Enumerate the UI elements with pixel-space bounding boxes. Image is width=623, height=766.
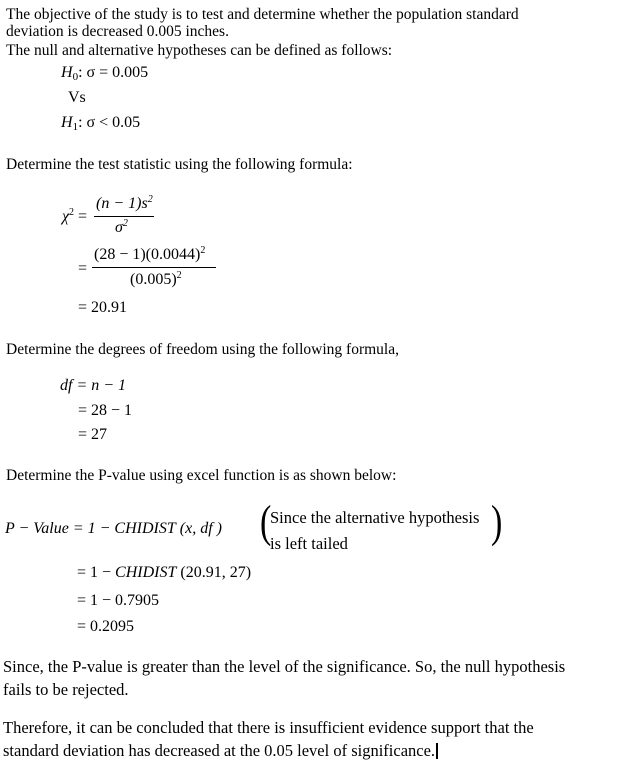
p-value-heading: Determine the P-value using excel function is as shown below: bbox=[6, 467, 397, 484]
text-cursor bbox=[436, 743, 438, 759]
null-hypothesis: $H_0$: σ = 0.005 bbox=[61, 64, 149, 83]
df-result: = 27 bbox=[78, 426, 108, 443]
intro-line-3: The null and alternative hypotheses can be defined as follows: bbox=[6, 42, 393, 59]
note-line-2: is left tailed bbox=[270, 534, 348, 553]
p-value-formula: P − Value = 1 − CHIDIST (x, df ) bbox=[5, 520, 222, 537]
note-left-paren: ( bbox=[260, 497, 272, 548]
conclusion-para-2-line-1: Therefore, it can be concluded that there is insufficient evidence support that the bbox=[3, 718, 534, 737]
alternative-hypothesis: $H_1$: σ < 0.05 bbox=[61, 114, 141, 133]
test-statistic-heading: Determine the test statistic using the following formula: bbox=[6, 156, 353, 173]
p-value-result: = 0.2095 bbox=[77, 618, 135, 635]
degrees-freedom-heading: Determine the degrees of freedom using the following formula, bbox=[6, 341, 399, 358]
note-line-1: Since the alternative hypothesis bbox=[270, 508, 480, 527]
conclusion-para-2-line-2-text: standard deviation has decreased at the 0.05 level of significance. bbox=[3, 741, 436, 760]
p-value-step-2: = 1 − 0.7905 bbox=[77, 592, 160, 609]
formula-numerator: $(n - 1)s^2$ bbox=[96, 194, 153, 212]
df-substitution: = 28 − 1 bbox=[78, 402, 133, 419]
intro-line-1: The objective of the study is to test and determine whether the population standard bbox=[6, 6, 519, 23]
chi-square-symbol: $\chi^2$ = bbox=[62, 207, 88, 225]
conclusion-para-1-line-2: fails to be rejected. bbox=[3, 680, 129, 699]
substitution-fraction-bar bbox=[92, 267, 216, 268]
df-formula: df = n − 1 bbox=[60, 377, 127, 394]
conclusion-para-1-line-1: Since, the P-value is greater than the level of the significance. So, the null hypothesis bbox=[3, 657, 566, 676]
note-right-paren: ) bbox=[491, 497, 503, 548]
test-statistic-result: = 20.91 bbox=[78, 299, 128, 316]
p-value-step-1: = 1 − CHIDIST (20.91, 27) bbox=[77, 564, 252, 581]
substitution-equals: = bbox=[78, 260, 88, 277]
versus-label: Vs bbox=[68, 89, 86, 106]
conclusion-para-2-line-2[interactable] bbox=[3, 739, 438, 762]
formula-fraction-bar bbox=[94, 216, 154, 217]
formula-denominator: $\sigma^2$ bbox=[115, 218, 128, 236]
substitution-denominator: $(0.005)^2$ bbox=[130, 270, 182, 288]
substitution-numerator: $(28 - 1)(0.0044)^2$ bbox=[94, 245, 206, 263]
intro-line-2: deviation is decreased 0.005 inches. bbox=[6, 23, 229, 40]
